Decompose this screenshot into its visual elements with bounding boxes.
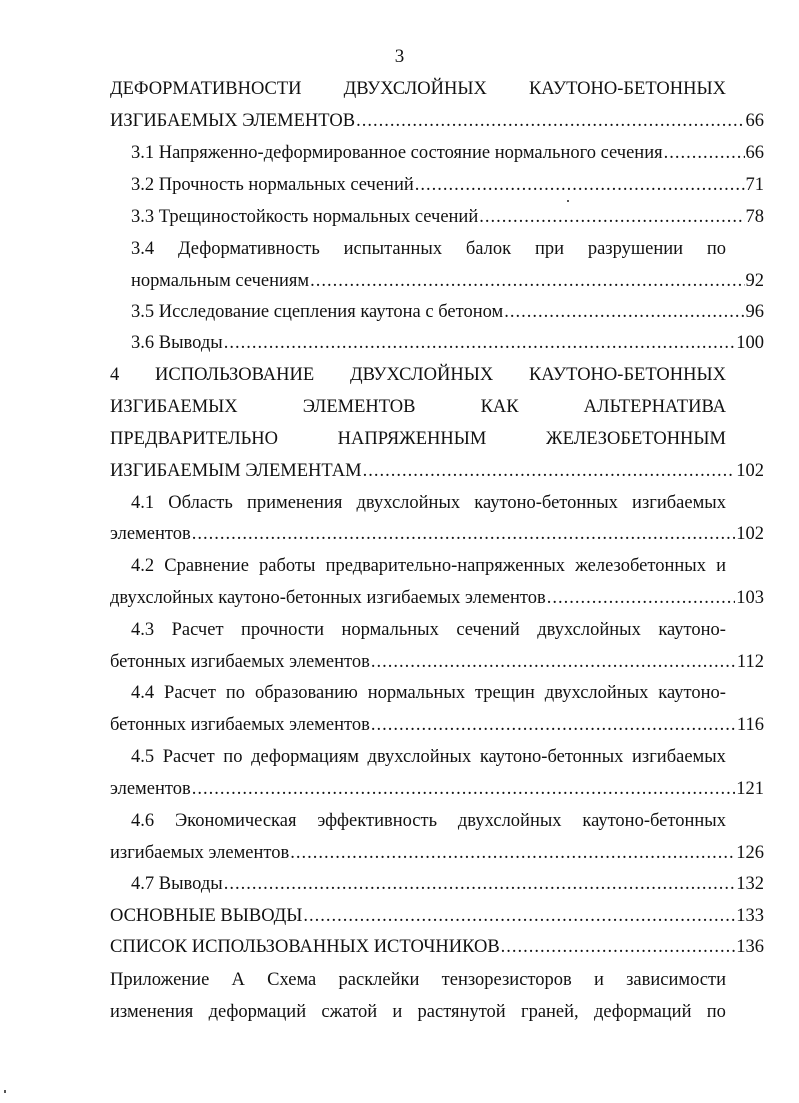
toc-word: Приложение [110,970,210,990]
toc-word: граней, [520,1002,579,1022]
dot-leader [363,456,736,486]
toc-word: по [706,239,726,259]
dot-leader [224,328,736,358]
dot-leader [479,202,744,232]
toc-entry-4-3-line2[interactable] [110,647,764,677]
toc-entry-3-6[interactable] [131,328,764,358]
toc-entry-3-4-line2[interactable] [131,266,764,296]
toc-word: ИСПОЛЬЗОВАНИЕ [155,365,315,385]
toc-entry-4-5-line2[interactable] [110,774,764,804]
toc-entry-3-3[interactable] [131,202,764,232]
toc-word: предварительно-напряженных [325,556,565,576]
toc-entry-text: ОСНОВНЫЕ ВЫВОДЫ [110,906,303,926]
toc-entry-text: элементов [110,779,191,799]
toc-page-number: 78 [745,207,764,227]
toc-word: изменения [110,1002,194,1022]
toc-word: разрушении [587,239,684,259]
page-number: 3 [394,46,405,67]
toc-ch3-title-line2[interactable] [110,106,764,136]
toc-word: каутоно-бетонных [479,747,624,767]
toc-word: зависимости [626,970,726,990]
toc-word: 3.4 [131,239,155,259]
dot-leader [371,647,736,677]
dot-leader [303,901,735,931]
toc-entry-4-4-line1 [131,678,726,708]
toc-word: сжатой [321,1002,378,1022]
toc-entry-4-7[interactable] [131,869,764,899]
toc-word: КАУТОНО-БЕТОННЫХ [528,365,726,385]
scan-speck [4,1090,6,1093]
toc-page-number: 66 [745,143,764,163]
toc-word: 4.3 [131,620,155,640]
toc-word: ИЗГИБАЕМЫХ [110,397,238,417]
toc-word: и [593,970,604,990]
toc-word: деформаций [593,1002,692,1022]
toc-entry-text: 3.2 Прочность нормальных сечений [131,175,414,195]
dot-leader [192,774,736,804]
toc-word: двухслойных [457,811,562,831]
toc-entry-text: 3.6 Выводы [131,333,223,353]
toc-page-number: 103 [736,588,764,608]
toc-word: работы [259,556,316,576]
toc-word: тензорезисторов [441,970,572,990]
toc-entry-text: 3.5 Исследование сцепления каутона с бетоном [131,302,504,322]
toc-word: Расчет [171,620,224,640]
dot-leader [192,519,736,549]
toc-word: изгибаемых [632,747,726,767]
toc-word: ЖЕЛЕЗОБЕТОННЫМ [546,429,726,449]
toc-word: деформациям [251,747,359,767]
toc-word: по [223,747,243,767]
dot-leader [415,170,745,200]
toc-word: каутоно-бетонных [582,811,726,831]
toc-word: балок [465,239,512,259]
toc-word: 4.2 [131,556,155,576]
toc-word: двухслойных [544,683,649,703]
toc-entry-4-3-line1 [131,615,726,645]
toc-word: Расчет [164,683,216,703]
toc-word: железобетонных [575,556,706,576]
dot-leader [504,297,744,327]
dot-leader [224,869,736,899]
toc-word: Сравнение [164,556,249,576]
toc-word: Схема [267,970,317,990]
toc-word: при [534,239,565,259]
toc-word: каутоно-бетонных [474,493,618,513]
toc-word: А [231,970,245,990]
toc-ch4-line4[interactable] [110,456,764,486]
toc-word: КАК [480,397,519,417]
toc-ch4-line1 [110,360,726,390]
toc-word: ПРЕДВАРИТЕЛЬНО [110,429,278,449]
toc-word: трещин [475,683,535,703]
toc-word: двухслойных [537,620,641,640]
toc-entry-text: двухслойных каутоно-бетонных изгибаемых элементов [110,588,546,608]
toc-word: Область [168,493,233,513]
toc-word: Расчет [162,747,215,767]
dot-leader [290,838,735,868]
toc-word: нормальных [367,683,466,703]
toc-entry-text: 3.3 Трещиностойкость нормальных сечений [131,207,479,227]
toc-word: нормальных [341,620,439,640]
toc-page-number: 126 [736,843,764,863]
toc-word: 4.5 [131,747,155,767]
toc-word: растянутой [417,1002,506,1022]
toc-word: прочности [241,620,325,640]
toc-entry-text: бетонных изгибаемых элементов [110,715,370,735]
dot-leader [547,583,736,613]
toc-word: эффективность [317,811,438,831]
toc-word: ДЕФОРМАТИВНОСТИ [110,79,302,99]
toc-ch3-title-line1 [110,74,726,104]
toc-page-number: 133 [736,906,764,926]
toc-word: ДВУХСЛОЙНЫХ [343,79,487,99]
toc-word: расклейки [338,970,420,990]
toc-entry-4-4-line2[interactable] [110,710,764,740]
toc-entry-3-1[interactable] [131,138,764,168]
toc-entry-4-6-line2[interactable] [110,838,764,868]
toc-word: образованию [254,683,358,703]
toc-page-number: 121 [736,779,764,799]
toc-word: по [225,683,246,703]
dot-leader [356,106,744,136]
toc-page-number: 136 [736,937,764,957]
toc-word: деформаций [208,1002,307,1022]
toc-word: испытанных [343,239,443,259]
toc-page-number: 92 [745,271,764,291]
toc-word: 4.4 [131,683,155,703]
toc-page-number: 116 [736,715,764,735]
toc-appendix-a-line1 [110,965,726,995]
dot-leader [371,710,736,740]
toc-word: по [706,1002,726,1022]
toc-word: изгибаемых [632,493,726,513]
toc-word: 4.1 [131,493,155,513]
toc-entry-4-1-line2[interactable] [110,519,764,549]
toc-page-number: 102 [736,461,764,481]
toc-entry-text: 4.7 Выводы [131,874,223,894]
toc-entry-4-2-line1 [131,551,726,581]
toc-word: сечений [456,620,520,640]
toc-entry-4-1-line1 [131,488,726,518]
toc-entry-text: изгибаемых элементов [110,843,290,863]
toc-entry-4-6-line1 [131,806,726,836]
toc-entry-text: ИЗГИБАЕМЫМ ЭЛЕМЕНТАМ [110,461,362,481]
toc-word: КАУТОНО-БЕТОННЫХ [528,79,726,99]
toc-page-number: 102 [736,524,764,544]
dot-leader [310,266,744,296]
toc-entry-text: ИЗГИБАЕМЫХ ЭЛЕМЕНТОВ [110,111,356,131]
toc-entry-4-5-line1 [131,742,726,772]
toc-entry-3-2[interactable] [131,170,764,200]
toc-entry-text: элементов [110,524,191,544]
toc-entry-text: СПИСОК ИСПОЛЬЗОВАННЫХ ИСТОЧНИКОВ [110,937,500,957]
toc-word: применения [246,493,343,513]
toc-page-number: 112 [736,652,764,672]
toc-ch4-line2 [110,392,726,422]
toc-word: ЭЛЕМЕНТОВ [302,397,416,417]
toc-word: ДВУХСЛОЙНЫХ [349,365,494,385]
toc-word: и [716,556,726,576]
toc-word: АЛЬТЕРНАТИВА [583,397,726,417]
toc-word: НАПРЯЖЕННЫМ [337,429,487,449]
toc-page-number: 100 [736,333,764,353]
toc-entry-3-4-line1 [131,234,726,264]
dot-leader [501,932,736,962]
toc-word: Деформативность [177,239,320,259]
toc-word: 4.6 [131,811,155,831]
toc-entry-conclusions[interactable] [110,901,764,931]
toc-appendix-a-line2 [110,997,726,1027]
toc-ch4-line3 [110,424,726,454]
toc-entry-text: 3.1 Напряженно-деформированное состояние нормального сечения [131,143,663,163]
toc-entry-text: бетонных изгибаемых элементов [110,652,370,672]
toc-entry-text: нормальным сечениям [131,271,310,291]
toc-entry-4-2-line2[interactable] [110,583,764,613]
toc-page-number: 66 [745,111,764,131]
toc-word: двухслойных [356,493,461,513]
toc-entry-3-5[interactable] [131,297,764,327]
toc-word: каутоно- [658,620,726,640]
toc-entry-references[interactable] [110,932,764,962]
toc-word: двухслойных [367,747,472,767]
toc-page-number: 132 [736,874,764,894]
scan-speck [567,200,569,202]
toc-word: 4 [110,365,120,385]
toc-word: Экономическая [174,811,297,831]
toc-word: каутоно- [658,683,726,703]
toc-page-number: 96 [745,302,764,322]
dot-leader [664,138,745,168]
toc-page-number: 71 [745,175,764,195]
toc-word: и [392,1002,403,1022]
